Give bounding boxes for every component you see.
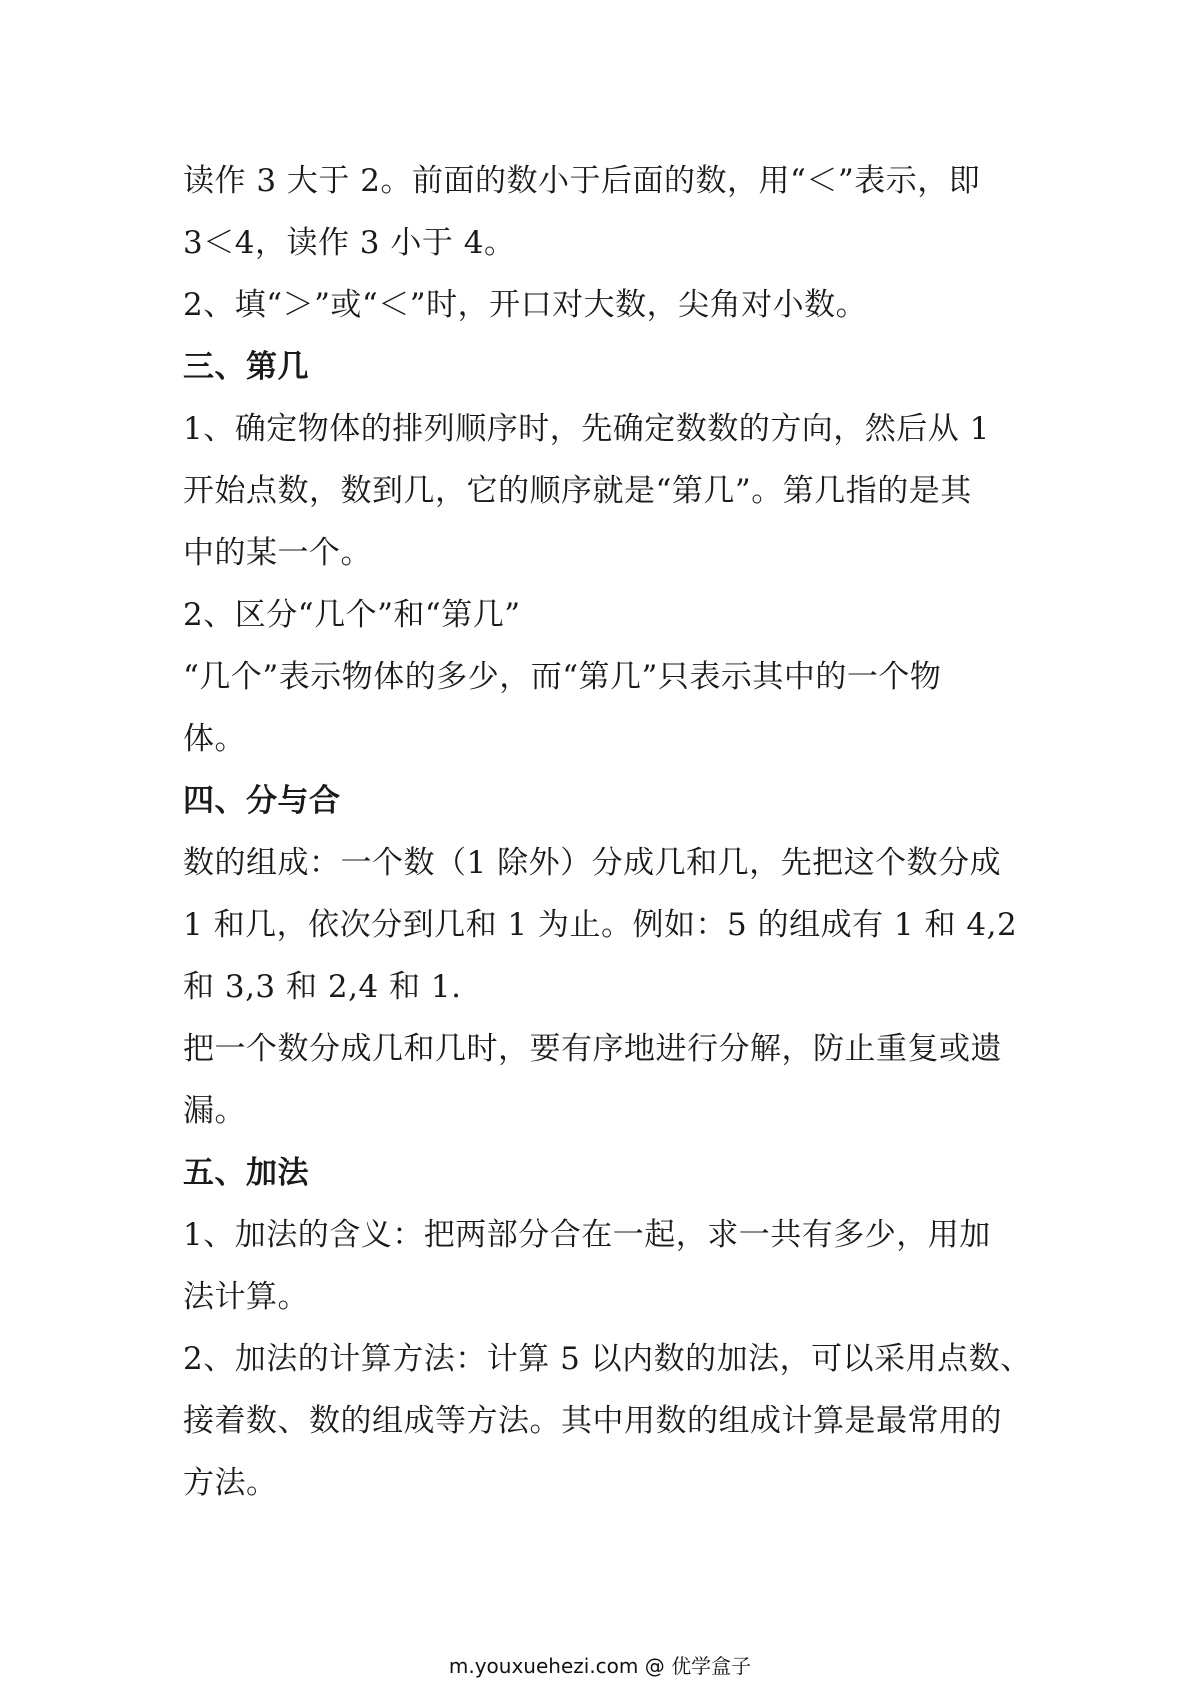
- body-line: “几个”表示物体的多少，而“第几”只表示其中的一个物: [183, 659, 942, 695]
- body-line: 漏。: [183, 1093, 246, 1129]
- body-line: 1 和几，依次分到几和 1 为止。例如：5 的组成有 1 和 4,2: [183, 907, 1018, 943]
- body-line: 方法。: [183, 1465, 278, 1501]
- document-body: [183, 150, 1032, 1514]
- body-line: 接着数、数的组成等方法。其中用数的组成计算是最常用的: [183, 1403, 1002, 1439]
- body-line: 和 3,3 和 2,4 和 1.: [183, 969, 462, 1005]
- body-line: 中的某一个。: [183, 535, 372, 571]
- body-line: 1、加法的含义：把两部分合在一起，求一共有多少，用加: [183, 1217, 991, 1253]
- section-heading: 四、分与合: [183, 783, 341, 819]
- footer-watermark: m.youxuehezi.com @ 优学盒子: [448, 1654, 752, 1678]
- body-line: 数的组成：一个数（1 除外）分成几和几，先把这个数分成: [183, 845, 1002, 881]
- body-line: 法计算。: [183, 1279, 309, 1315]
- body-line: 体。: [183, 721, 246, 757]
- body-line: 2、填“＞”或“＜”时，开口对大数，尖角对小数。: [183, 287, 868, 323]
- body-line: 2、加法的计算方法：计算 5 以内数的加法，可以采用点数、: [183, 1341, 1032, 1377]
- body-line: 1、确定物体的排列顺序时，先确定数数的方向，然后从 1: [183, 411, 990, 447]
- body-line: 读作 3 大于 2。前面的数小于后面的数，用“＜”表示，即: [183, 163, 981, 199]
- section-heading: 五、加法: [183, 1155, 309, 1191]
- section-heading: 三、第几: [183, 349, 309, 385]
- body-line: 2、区分“几个”和“第几”: [183, 597, 521, 633]
- body-line: 3＜4，读作 3 小于 4。: [183, 225, 516, 261]
- body-line: 把一个数分成几和几时，要有序地进行分解，防止重复或遗: [183, 1031, 1002, 1067]
- body-line: 开始点数，数到几，它的顺序就是“第几”。第几指的是其: [183, 473, 972, 509]
